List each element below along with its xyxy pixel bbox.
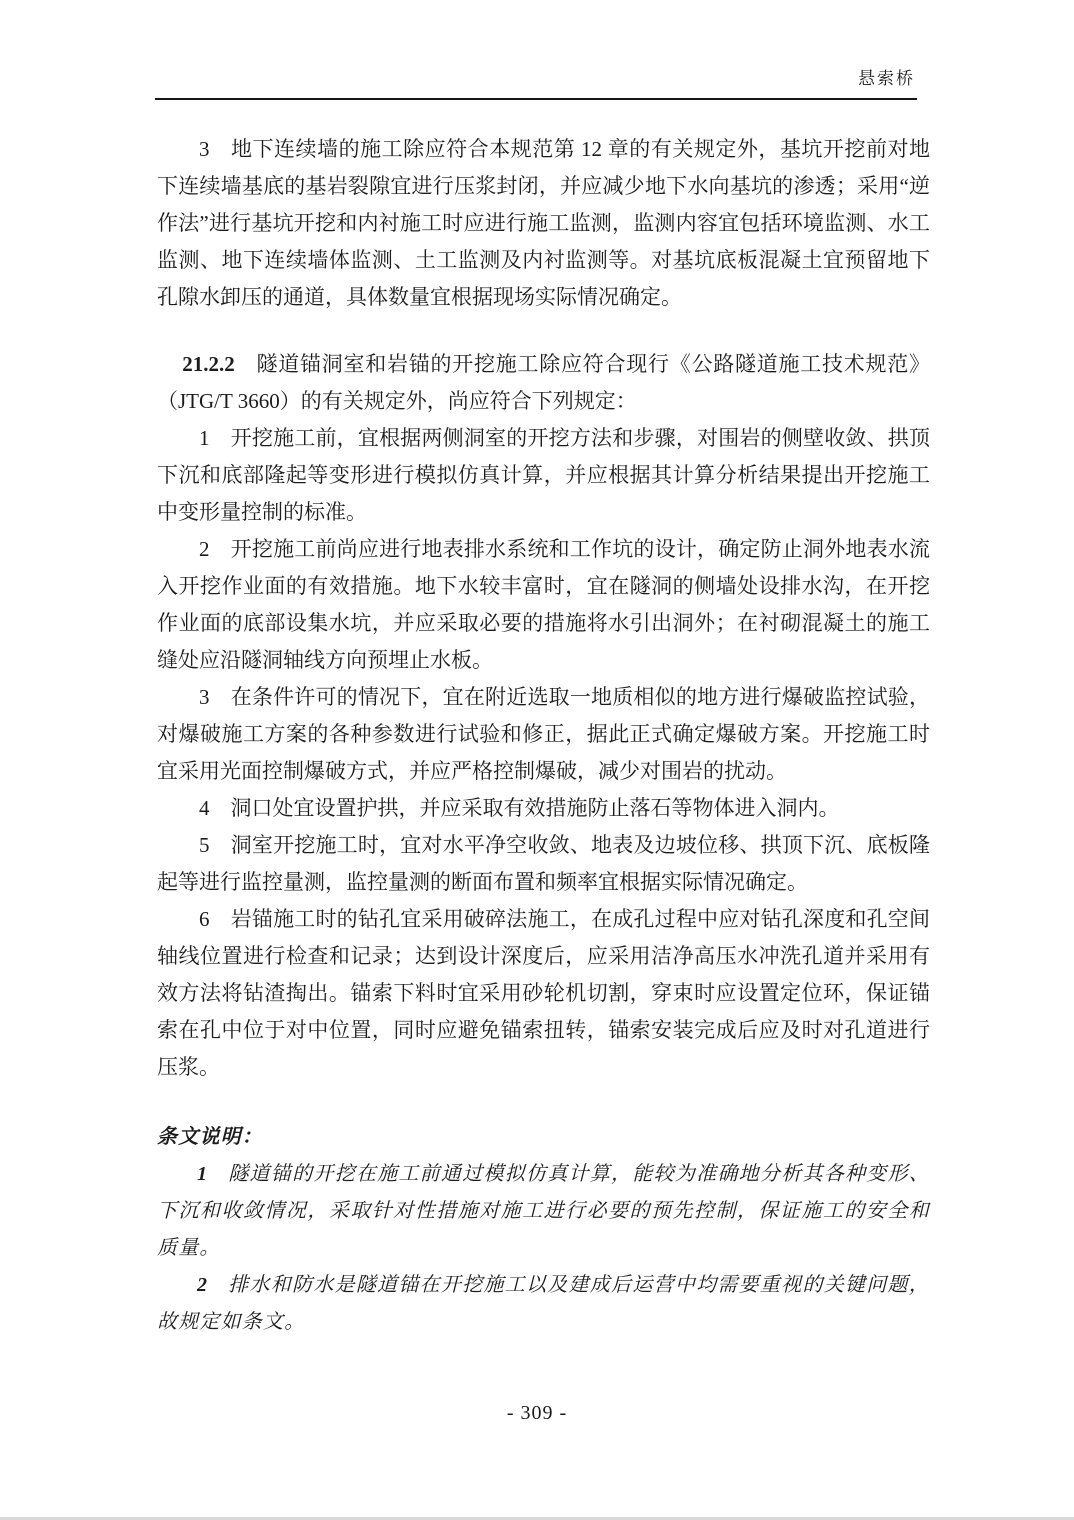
item-text: 在条件许可的情况下，宜在附近选取一地质相似的地方进行爆破监控试验，对爆破施工方案的各种参数进行试验和修正，据此正式确定爆破方案。开挖施工时宜采用光面控制爆破方式，并应严格控制爆破，减少对围岩的扰动。 (157, 685, 930, 783)
page-body (157, 131, 930, 1341)
page-header (155, 66, 917, 100)
commentary-heading: 条文说明： (157, 1126, 263, 1148)
item-text: 开挖施工前，宜根据两侧洞室的开挖方法和步骤，对围岩的侧壁收敛、拱顶下沉和底部隆起等变形进行模拟仿真计算，并应根据其计算分析结果提出开挖施工中变形量控制的标准。 (157, 426, 930, 524)
item-number: 2 (197, 1274, 209, 1296)
page-footer (0, 1402, 1074, 1425)
clause-number: 21.2.2 (182, 352, 235, 376)
clause-continuation-item-3 (157, 131, 930, 316)
item-text: 洞室开挖施工时，宜对水平净空收敛、地表及边坡位移、拱顶下沉、底板隆起等进行监控量测，监控量测的断面布置和频率宜根据实际情况确定。 (157, 833, 930, 894)
clause-item-4 (157, 790, 930, 827)
item-number: 1 (197, 1163, 209, 1185)
commentary-item-2 (157, 1267, 930, 1341)
commentary-item-1 (157, 1156, 930, 1267)
item-text: 隧道锚的开挖在施工前通过模拟仿真计算，能较为准确地分析其各种变形、下沉和收敛情况，采取针对性措施对施工进行必要的预先控制，保证施工的安全和质量。 (157, 1163, 930, 1259)
item-text: 排水和防水是隧道锚在开挖施工以及建成后运营中均需要重视的关键问题，故规定如条文。 (157, 1274, 930, 1333)
running-title: 悬索桥 (858, 69, 915, 88)
page-number: - 309 - (506, 1402, 568, 1424)
clause-item-5 (157, 827, 930, 901)
clause-heading (157, 346, 930, 420)
clause-intro-text: 隧道锚洞室和岩锚的开挖施工除应符合现行《公路隧道施工技术规范》（JTG/T 3660）的有关规定外，尚应符合下列规定： (157, 352, 930, 413)
item-number: 3 (199, 685, 210, 709)
clause-item-1 (157, 420, 930, 531)
commentary-section (157, 1119, 930, 1341)
item-number: 1 (199, 426, 210, 450)
item-number: 4 (199, 796, 210, 820)
clause-item-3 (157, 679, 930, 790)
item-text: 地下连续墙的施工除应符合本规范第 12 章的有关规定外，基坑开挖前对地下连续墙基底的基岩裂隙宜进行压浆封闭，并应减少地下水向基坑的渗透；采用“逆作法”进行基坑开挖和内衬施工时应进行施工监测，监测内容宜包括环境监测、水工监测、地下连续墙体监测、土工监测及内衬监测等。对基坑底板混凝土宜预留地下孔隙水卸压的通道，具体数量宜根据现场实际情况确定。 (157, 137, 930, 309)
item-text: 岩锚施工时的钻孔宜采用破碎法施工，在成孔过程中应对钻孔深度和孔空间轴线位置进行检查和记录；达到设计深度后，应采用洁净高压水冲洗孔道并采用有效方法将钻渣掏出。锚索下料时宜采用砂轮机切割，穿束时应设置定位环，保证锚索在孔中位于对中位置，同时应避免锚索扭转，锚索安装完成后应及时对孔道进行压浆。 (157, 907, 930, 1079)
clause-21-2-2 (157, 346, 930, 1086)
clause-item-6 (157, 901, 930, 1086)
item-number: 6 (199, 907, 210, 931)
item-number: 3 (199, 137, 210, 161)
item-text: 洞口处宜设置护拱，并应采取有效措施防止落石等物体进入洞内。 (230, 796, 840, 820)
item-number: 5 (199, 833, 210, 857)
item-number: 2 (199, 537, 210, 561)
item-text: 开挖施工前尚应进行地表排水系统和工作坑的设计，确定防止洞外地表水流入开挖作业面的有效措施。地下水较丰富时，宜在隧洞的侧墙处设排水沟，在开挖作业面的底部设集水坑，并应采取必要的措施将水引出洞外；在衬砌混凝土的施工缝处应沿隧洞轴线方向预埋止水板。 (157, 537, 930, 672)
clause-item-2 (157, 531, 930, 679)
